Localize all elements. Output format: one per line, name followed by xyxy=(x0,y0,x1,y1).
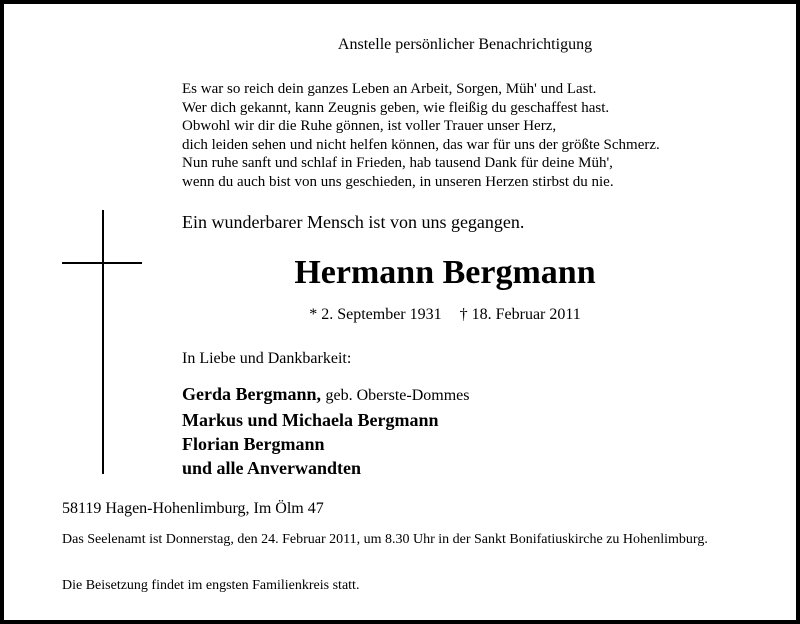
poem-line: Es war so reich dein ganzes Leben an Arbeit, Sorgen, Müh' und Last. xyxy=(182,81,597,97)
life-dates xyxy=(4,306,796,324)
poem xyxy=(182,80,660,191)
intro-heading: Anstelle persönlicher Benachrichtigung xyxy=(337,36,593,53)
cross-icon xyxy=(102,210,104,474)
family-address: 58119 Hagen-Hohenlimburg, Im Ölm 47 xyxy=(62,500,324,517)
thanks-line: In Liebe und Dankbarkeit: xyxy=(182,350,352,367)
poem-line: Nun ruhe sanft und schlaf in Frieden, hab tausend Dank für deine Müh', xyxy=(182,155,613,171)
birth-date: * 2. September 1931 xyxy=(309,306,442,323)
poem-line: dich leiden sehen und nicht helfen können, das war für uns der größte Schmerz. xyxy=(182,136,660,153)
mourner-line: Florian Bergmann xyxy=(182,434,325,454)
mourner-line xyxy=(182,382,469,408)
mourners-list xyxy=(182,382,469,480)
deceased-name: Hermann Bergmann xyxy=(294,254,596,291)
death-date: † 18. Februar 2011 xyxy=(459,306,581,323)
mourner-name: Gerda Bergmann, xyxy=(182,384,321,404)
mourner-line: und alle Anverwandten xyxy=(182,458,362,478)
lead-sentence: Ein wunderbarer Mensch ist von uns gegangen. xyxy=(182,212,525,232)
requiem-info: Das Seelenamt ist Donnerstag, den 24. Februar 2011, um 8.30 Uhr in der Sankt Bonifatiuskirche zu Hohenlimburg. xyxy=(62,532,708,547)
burial-info: Die Beisetzung findet im engsten Familienkreis statt. xyxy=(62,578,360,593)
poem-line: Wer dich gekannt, kann Zeugnis geben, wie fleißig du geschaffest hast. xyxy=(182,99,610,116)
maiden-name-note: geb. Oberste-Dommes xyxy=(325,387,470,404)
poem-line: Obwohl wir dir die Ruhe gönnen, ist voller Trauer unser Herz, xyxy=(182,118,557,134)
mourner-line: Markus und Michaela Bergmann xyxy=(182,410,439,430)
poem-line: wenn du auch bist von uns geschieden, in unseren Herzen stirbst du nie. xyxy=(182,173,614,190)
